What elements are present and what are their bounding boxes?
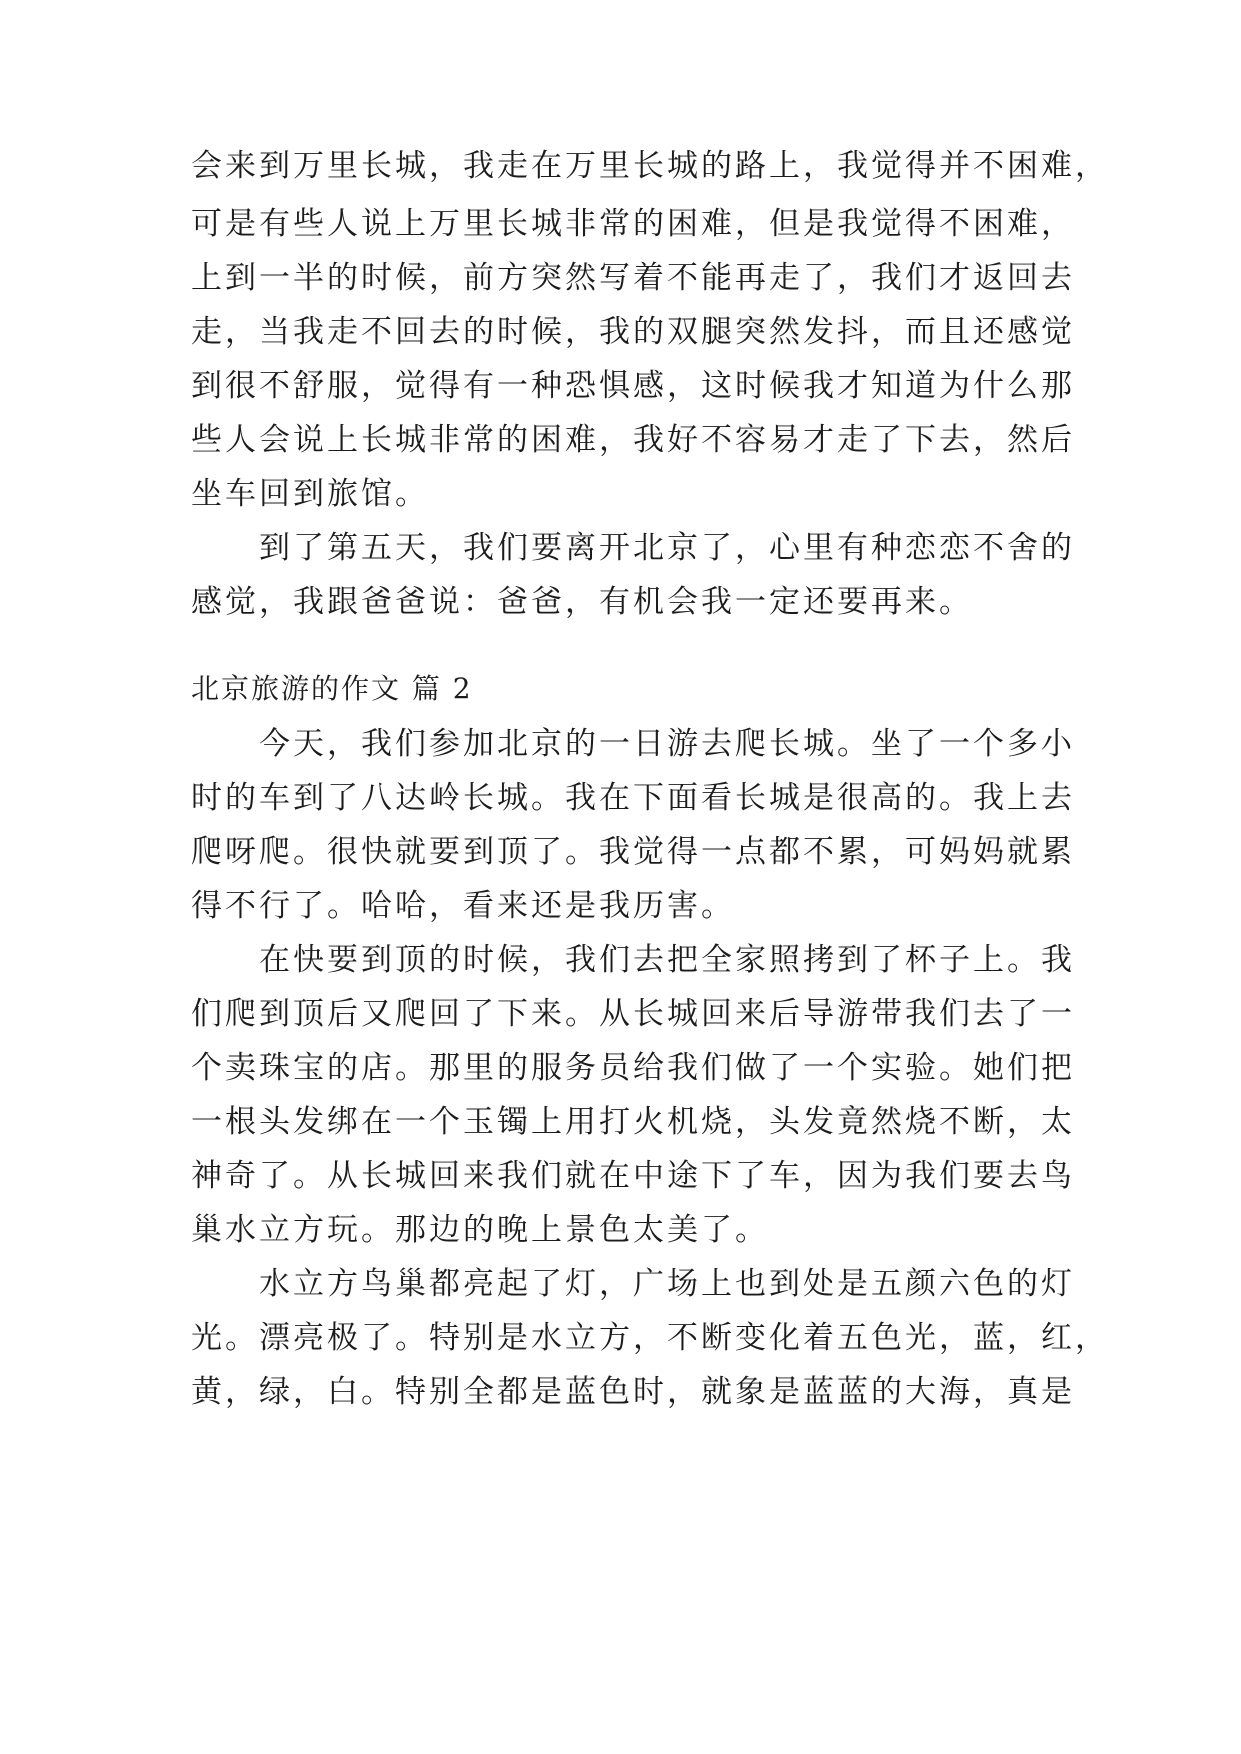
text-line: 水立方鸟巢都亮起了灯，广场上也到处是五颜六色的灯 (191, 1266, 1075, 1302)
text-line: 一根头发绑在一个玉镯上用打火机烧，头发竟然烧不断，太 (191, 1104, 1075, 1140)
text-line: 今天，我们参加北京的一日游去爬长城。坐了一个多小 (191, 726, 1075, 762)
text-line: 坐车回到旅馆。 (191, 476, 429, 512)
section-heading: 北京旅游的作文 篇 2 (191, 672, 473, 705)
text-line: 巢水立方玩。那边的晚上景色太美了。 (191, 1212, 769, 1248)
text-line: 走，当我走不回去的时候，我的双腿突然发抖，而且还感觉 (191, 314, 1075, 350)
text-line: 个卖珠宝的店。那里的服务员给我们做了一个实验。她们把 (191, 1050, 1075, 1086)
text-line: 光。漂亮极了。特别是水立方，不断变化着五色光，蓝，红， (191, 1320, 1109, 1356)
text-line: 到很不舒服，觉得有一种恐惧感，这时候我才知道为什么那 (191, 368, 1075, 404)
text-line: 时的车到了八达岭长城。我在下面看长城是很高的。我上去 (191, 780, 1075, 816)
text-line: 爬呀爬。很快就要到顶了。我觉得一点都不累，可妈妈就累 (191, 834, 1075, 870)
text-line: 些人会说上长城非常的困难，我好不容易才走了下去，然后 (191, 422, 1075, 458)
text-line: 感觉，我跟爸爸说：爸爸，有机会我一定还要再来。 (191, 584, 973, 620)
text-line: 可是有些人说上万里长城非常的困难，但是我觉得不困难， (191, 206, 1075, 242)
text-line: 神奇了。从长城回来我们就在中途下了车，因为我们要去鸟 (191, 1158, 1075, 1194)
text-line: 上到一半的时候，前方突然写着不能再走了，我们才返回去 (191, 260, 1075, 296)
text-line: 们爬到顶后又爬回了下来。从长城回来后导游带我们去了一 (191, 996, 1075, 1032)
text-line: 会来到万里长城，我走在万里长城的路上，我觉得并不困难， (191, 148, 1109, 184)
text-line: 到了第五天，我们要离开北京了，心里有种恋恋不舍的 (191, 530, 1075, 566)
text-line: 在快要到顶的时候，我们去把全家照拷到了杯子上。我 (191, 942, 1075, 978)
text-line: 黄，绿，白。特别全都是蓝色时，就象是蓝蓝的大海，真是 (191, 1374, 1075, 1410)
text-line: 得不行了。哈哈，看来还是我历害。 (191, 888, 735, 924)
